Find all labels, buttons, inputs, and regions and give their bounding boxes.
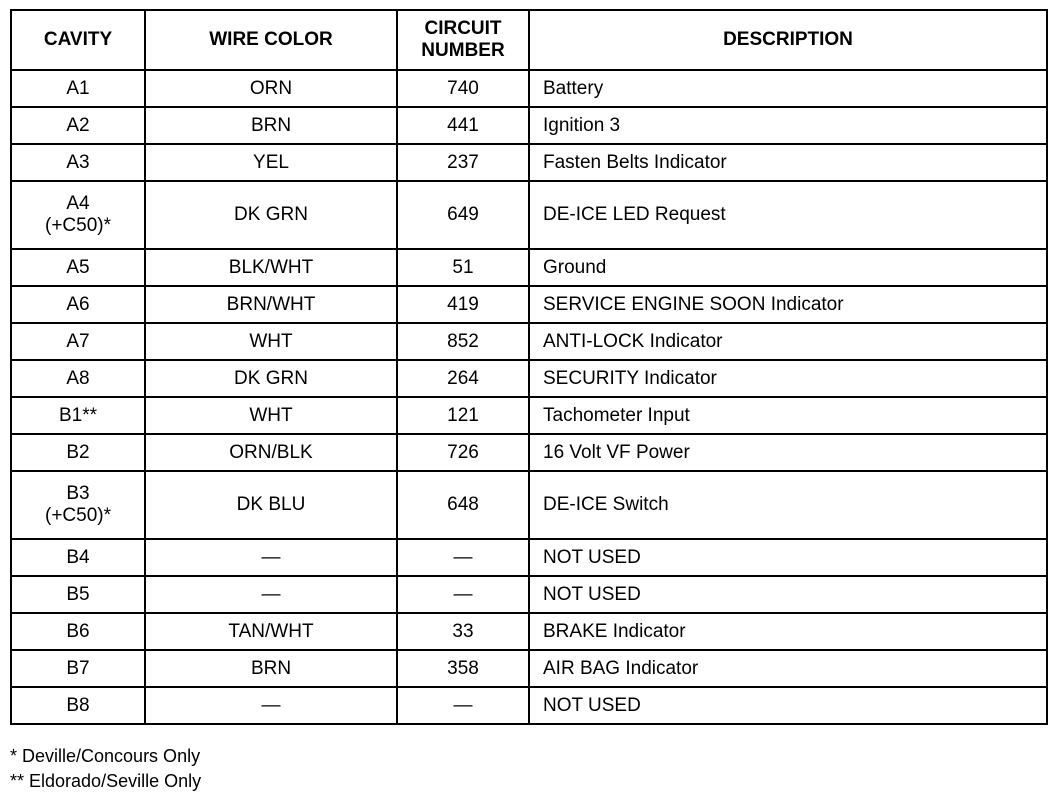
description-cell: ANTI-LOCK Indicator [529, 323, 1047, 360]
circuit-number-cell: 237 [397, 144, 529, 181]
wire-color-cell: — [145, 576, 397, 613]
circuit-number-cell: — [397, 539, 529, 576]
cavity-id: A7 [66, 330, 90, 352]
wire-color-cell: DK BLU [145, 471, 397, 539]
wire-color-cell: TAN/WHT [145, 613, 397, 650]
table-row [11, 471, 1047, 539]
cavity-id: B4 [66, 546, 90, 568]
cavity-id: B6 [66, 620, 90, 642]
circuit-number-cell: 358 [397, 650, 529, 687]
cavity-note: (+C50)* [45, 215, 111, 236]
description-cell: Tachometer Input [529, 397, 1047, 434]
cavity-id: B2 [66, 441, 90, 463]
cavity-note: (+C50)* [45, 505, 111, 526]
table-row [11, 70, 1047, 107]
table-row [11, 397, 1047, 434]
wire-color-cell: WHT [145, 323, 397, 360]
wire-color-cell: BLK/WHT [145, 249, 397, 286]
wire-color-cell: YEL [145, 144, 397, 181]
description-cell: NOT USED [529, 539, 1047, 576]
cavity-cell [11, 144, 145, 181]
description-cell: DE-ICE Switch [529, 471, 1047, 539]
cavity-id: A6 [66, 293, 90, 315]
table-row [11, 360, 1047, 397]
circuit-number-cell: 852 [397, 323, 529, 360]
table-row [11, 687, 1047, 724]
cavity-id: A2 [66, 114, 90, 136]
footnotes [10, 744, 201, 794]
wire-color-cell: — [145, 539, 397, 576]
cavity-cell [11, 360, 145, 397]
cavity-id: A5 [66, 256, 90, 278]
circuit-number-cell: 740 [397, 70, 529, 107]
table-row [11, 434, 1047, 471]
cavity-cell [11, 249, 145, 286]
footnote-deville: * Deville/Concours Only [10, 746, 201, 766]
description-cell: Battery [529, 70, 1047, 107]
table-header-row [11, 10, 1047, 70]
wire-color-cell: ORN [145, 70, 397, 107]
wire-color-cell: DK GRN [145, 360, 397, 397]
description-cell: AIR BAG Indicator [529, 650, 1047, 687]
cavity-cell [11, 471, 145, 539]
cavity-cell [11, 539, 145, 576]
wire-color-cell: BRN [145, 107, 397, 144]
description-cell: 16 Volt VF Power [529, 434, 1047, 471]
wire-color-cell: BRN/WHT [145, 286, 397, 323]
table-row [11, 539, 1047, 576]
circuit-number-cell: 649 [397, 181, 529, 249]
description-cell: Ignition 3 [529, 107, 1047, 144]
wire-color-cell: DK GRN [145, 181, 397, 249]
cavity-id: A8 [66, 367, 90, 389]
cavity-cell [11, 181, 145, 249]
table-row [11, 249, 1047, 286]
circuit-number-cell: 419 [397, 286, 529, 323]
cavity-cell [11, 434, 145, 471]
cavity-cell [11, 323, 145, 360]
table-row [11, 650, 1047, 687]
table-body [11, 70, 1047, 724]
description-cell: Fasten Belts Indicator [529, 144, 1047, 181]
cavity-id: A3 [66, 151, 90, 173]
cavity-id: A1 [66, 77, 90, 99]
header-cavity: CAVITY [11, 10, 145, 70]
circuit-number-cell: 648 [397, 471, 529, 539]
cavity-id: B8 [66, 694, 90, 716]
table-row [11, 107, 1047, 144]
footnote-eldorado: ** Eldorado/Seville Only [10, 771, 202, 791]
cavity-cell [11, 286, 145, 323]
cavity-id: B5 [66, 583, 90, 605]
circuit-number-cell: 441 [397, 107, 529, 144]
cavity-cell [11, 107, 145, 144]
header-circuit-number [397, 10, 529, 70]
table-row [11, 576, 1047, 613]
wire-color-cell: ORN/BLK [145, 434, 397, 471]
cavity-id: A4 [66, 193, 90, 214]
circuit-number-cell: 121 [397, 397, 529, 434]
cavity-cell [11, 687, 145, 724]
description-cell: NOT USED [529, 576, 1047, 613]
wire-color-cell: — [145, 687, 397, 724]
cavity-id: B7 [66, 657, 90, 679]
description-cell: DE-ICE LED Request [529, 181, 1047, 249]
cavity-cell [11, 613, 145, 650]
connector-document [10, 9, 1046, 725]
cavity-id: B3 [66, 483, 90, 504]
table-row [11, 181, 1047, 249]
circuit-number-cell: 33 [397, 613, 529, 650]
cavity-cell [11, 650, 145, 687]
description-cell: BRAKE Indicator [529, 613, 1047, 650]
description-cell: NOT USED [529, 687, 1047, 724]
cavity-cell [11, 397, 145, 434]
description-cell: SECURITY Indicator [529, 360, 1047, 397]
table-row [11, 613, 1047, 650]
circuit-number-cell: 51 [397, 249, 529, 286]
wire-color-cell: BRN [145, 650, 397, 687]
table-row [11, 144, 1047, 181]
description-cell: SERVICE ENGINE SOON Indicator [529, 286, 1047, 323]
cavity-cell [11, 576, 145, 613]
circuit-number-cell: 726 [397, 434, 529, 471]
description-cell: Ground [529, 249, 1047, 286]
connector-pinout-table [10, 9, 1048, 725]
circuit-number-cell: 264 [397, 360, 529, 397]
header-circuit-line2: NUMBER [421, 40, 505, 61]
circuit-number-cell: — [397, 687, 529, 724]
cavity-id: B1** [58, 404, 98, 426]
cavity-cell [11, 70, 145, 107]
header-wire-color: WIRE COLOR [145, 10, 397, 70]
header-description: DESCRIPTION [529, 10, 1047, 70]
circuit-number-cell: — [397, 576, 529, 613]
table-row [11, 323, 1047, 360]
table-row [11, 286, 1047, 323]
header-circuit-line1: CIRCUIT [424, 18, 502, 39]
wire-color-cell: WHT [145, 397, 397, 434]
